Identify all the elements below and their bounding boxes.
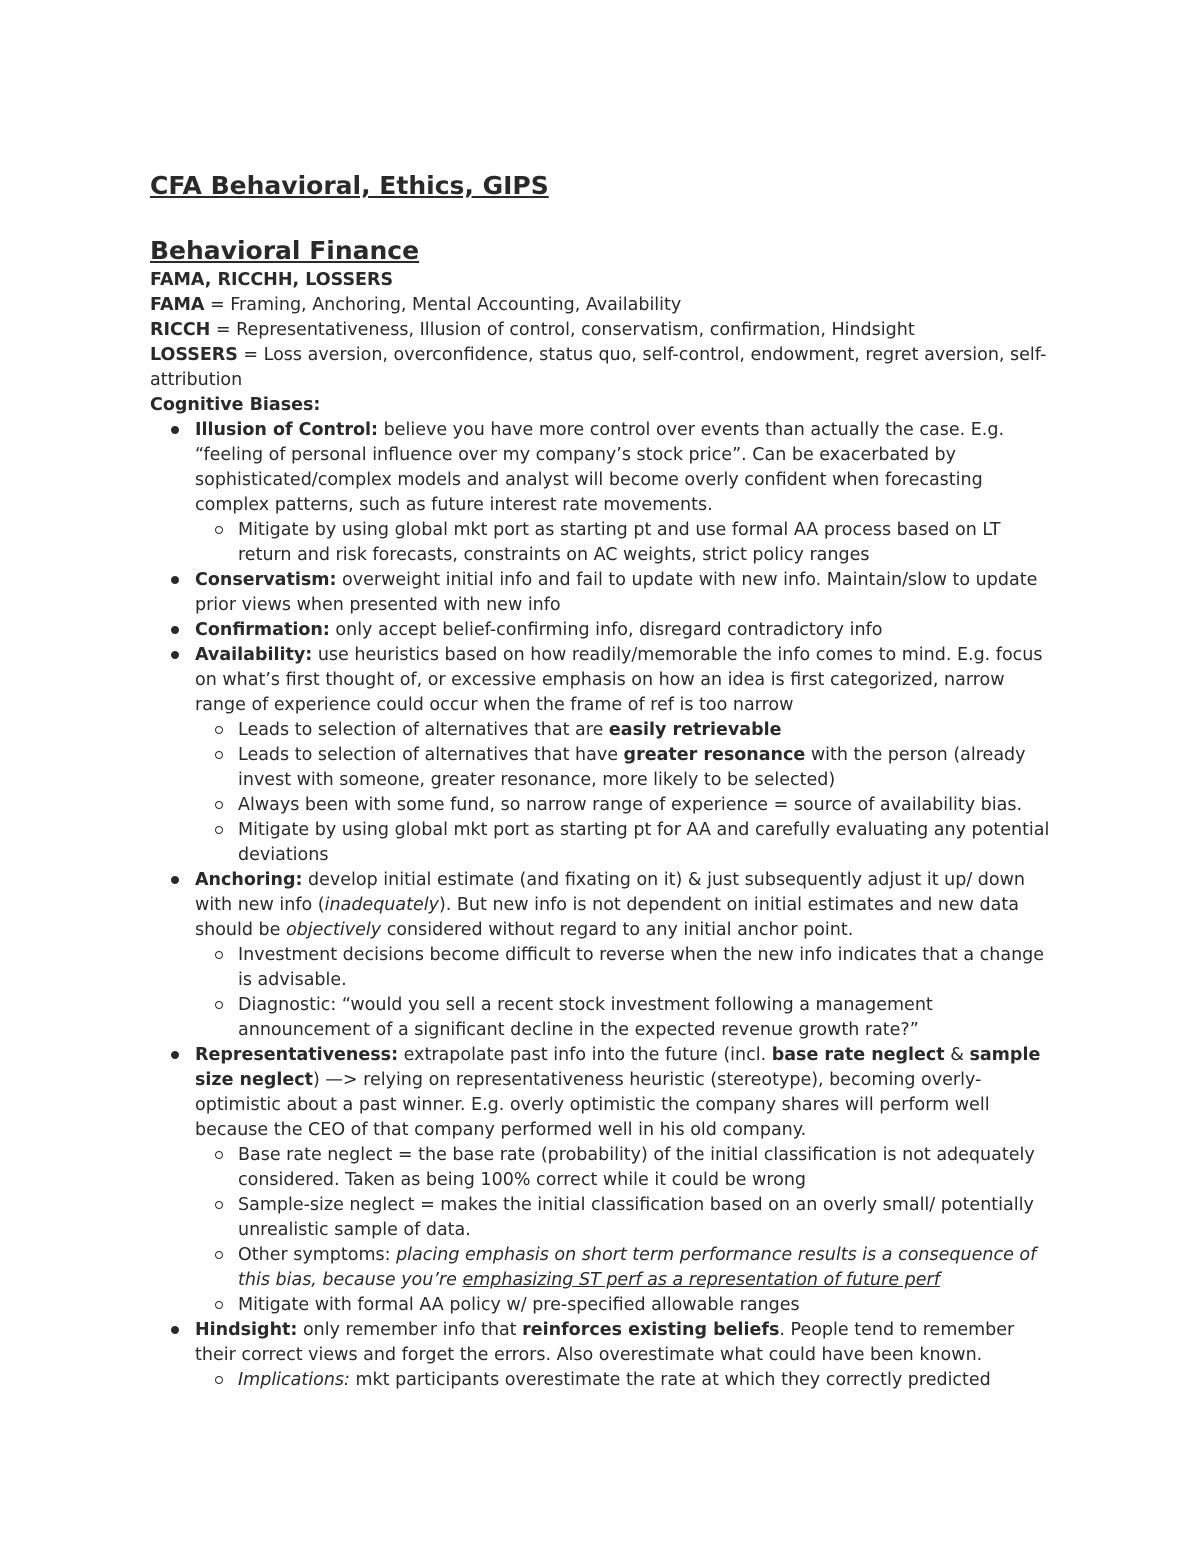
sub-item: [238, 718, 1050, 743]
illusion-sublist: [195, 518, 1050, 568]
sub-text: Leads to selection of alternatives that have: [238, 745, 624, 765]
sub-text: mkt participants overestimate the rate at which they correctly predicted: [349, 1370, 991, 1390]
term-illusion-of-control: Illusion of Control:: [195, 420, 379, 440]
sub-item: [238, 1243, 1050, 1293]
sub-text: Leads to selection of alternatives that are: [238, 720, 609, 740]
term-representativeness: Representativeness:: [195, 1045, 399, 1065]
list-item-representativeness: [195, 1043, 1050, 1318]
conservatism-text: overweight initial info and fail to update with new info. Maintain/slow to update prior views when presented with new info: [195, 570, 1038, 615]
cognitive-heading: Cognitive Biases:: [150, 395, 321, 415]
fama-label: FAMA: [150, 295, 205, 315]
sub-item: Always been with some fund, so narrow range of experience = source of availability bias.: [238, 793, 1050, 818]
sub-bold: greater resonance: [623, 745, 806, 765]
hindsight-text: only remember info that: [297, 1320, 523, 1340]
sub-item: [238, 1368, 1050, 1393]
list-item-confirmation: [195, 618, 1050, 643]
anchoring-italic: inadequately: [324, 895, 439, 915]
section-heading: Behavioral Finance: [150, 236, 420, 265]
term-conservatism: Conservatism:: [195, 570, 337, 590]
rep-text: &: [944, 1045, 970, 1065]
sub-bold: easily retrievable: [608, 720, 782, 740]
sub-item: Mitigate with formal AA policy w/ pre-specified allowable ranges: [238, 1293, 1050, 1318]
fama-line: [150, 293, 1050, 318]
ricch-text: = Representativeness, Illusion of control, conservatism, confirmation, Hindsight: [210, 320, 915, 340]
anchoring-italic: objectively: [285, 920, 382, 940]
term-hindsight: Hindsight:: [195, 1320, 298, 1340]
document-page: [150, 168, 1050, 1393]
confirmation-text: only accept belief-confirming info, disregard contradictory info: [329, 620, 883, 640]
sub-item: Sample-size neglect = makes the initial classification based on an overly small/ potentially unrealistic sample of data.: [238, 1193, 1050, 1243]
sub-text: with the person (already invest with someone, greater resonance, more likely to be selected): [238, 745, 1026, 790]
ricch-label: RICCH: [150, 320, 211, 340]
rep-bold: base rate neglect: [771, 1045, 945, 1065]
hindsight-sublist: [195, 1368, 1050, 1393]
sub-item: Diagnostic: “would you sell a recent stock investment following a management announcement of a significant decline in the expected revenue growth rate?”: [238, 993, 1050, 1043]
anchoring-text: develop initial estimate (and fixating on it) & just subsequently adjust it up/ down with new info (: [195, 870, 1026, 915]
availability-text: use heuristics based on how readily/memorable the info comes to mind. E.g. focus on what’s first thought of, or excessive emphasis on how an idea is first categorized, narrow range of experience could occur when the frame of ref is too narrow: [195, 645, 1043, 715]
list-item-illusion-of-control: [195, 418, 1050, 568]
sub-item: Mitigate by using global mkt port as starting pt for AA and carefully evaluating any potential deviations: [238, 818, 1050, 868]
sub-item: Mitigate by using global mkt port as starting pt and use formal AA process based on LT return and risk forecasts, constraints on AC weights, strict policy ranges: [238, 518, 1050, 568]
lossers-line: [150, 343, 1050, 393]
document-title: CFA Behavioral, Ethics, GIPS: [150, 171, 549, 200]
term-anchoring: Anchoring:: [195, 870, 303, 890]
sub-item: [238, 743, 1050, 793]
list-item-hindsight: [195, 1318, 1050, 1393]
term-confirmation: Confirmation:: [195, 620, 330, 640]
representativeness-sublist: [195, 1143, 1050, 1318]
fama-text: = Framing, Anchoring, Mental Accounting, Availability: [204, 295, 682, 315]
sub-italic: placing emphasis on short term performance results is a consequence of this bias, because you’re: [238, 1245, 1037, 1290]
hindsight-text: . People tend to remember their correct views and forget the errors. Also overestimate what could have been known.: [195, 1320, 1015, 1365]
sub-item: Investment decisions become difficult to reverse when the new info indicates that a change is advisable.: [238, 943, 1050, 993]
anchoring-text: ). But new info is not dependent on initial estimates and new data should be: [195, 895, 1019, 940]
mnemonic-heading: FAMA, RICCHH, LOSSERS: [150, 270, 394, 290]
lossers-label: LOSSERS: [150, 345, 238, 365]
ricch-line: [150, 318, 1050, 343]
sub-italic-underline: emphasizing ST perf as a representation of future perf: [462, 1270, 940, 1290]
list-item-anchoring: [195, 868, 1050, 1043]
anchoring-text: considered without regard to any initial anchor point.: [381, 920, 854, 940]
rep-bold: sample size neglect: [195, 1045, 1041, 1090]
illusion-text: believe you have more control over events than actually the case. E.g. “feeling of personal influence over my company’s stock price”. Can be exacerbated by sophisticated/complex models and analyst will become overly confident when forecasting complex patterns, such as future interest rate movements.: [195, 420, 1005, 515]
list-item-conservatism: [195, 568, 1050, 618]
lossers-text: = Loss aversion, overconfidence, status quo, self-control, endowment, regret aversion, self-attribution: [150, 345, 1047, 390]
bias-list: [150, 418, 1050, 1393]
sub-text: Other symptoms:: [238, 1245, 397, 1265]
rep-text: ) —> relying on representativeness heuristic (stereotype), becoming overly-optimistic about a past winner. E.g. overly optimistic the company shares will perform well because the CEO of that company performed well in his old company.: [195, 1070, 990, 1140]
anchoring-sublist: [195, 943, 1050, 1043]
hindsight-bold: reinforces existing beliefs: [522, 1320, 780, 1340]
spacer: [150, 204, 1050, 234]
term-availability: Availability:: [195, 645, 313, 665]
sub-item: Base rate neglect = the base rate (probability) of the initial classification is not adequately considered. Taken as being 100% correct while it could be wrong: [238, 1143, 1050, 1193]
rep-text: extrapolate past info into the future (incl.: [398, 1045, 772, 1065]
list-item-availability: [195, 643, 1050, 868]
availability-sublist: [195, 718, 1050, 868]
sub-italic: Implications:: [238, 1370, 350, 1390]
